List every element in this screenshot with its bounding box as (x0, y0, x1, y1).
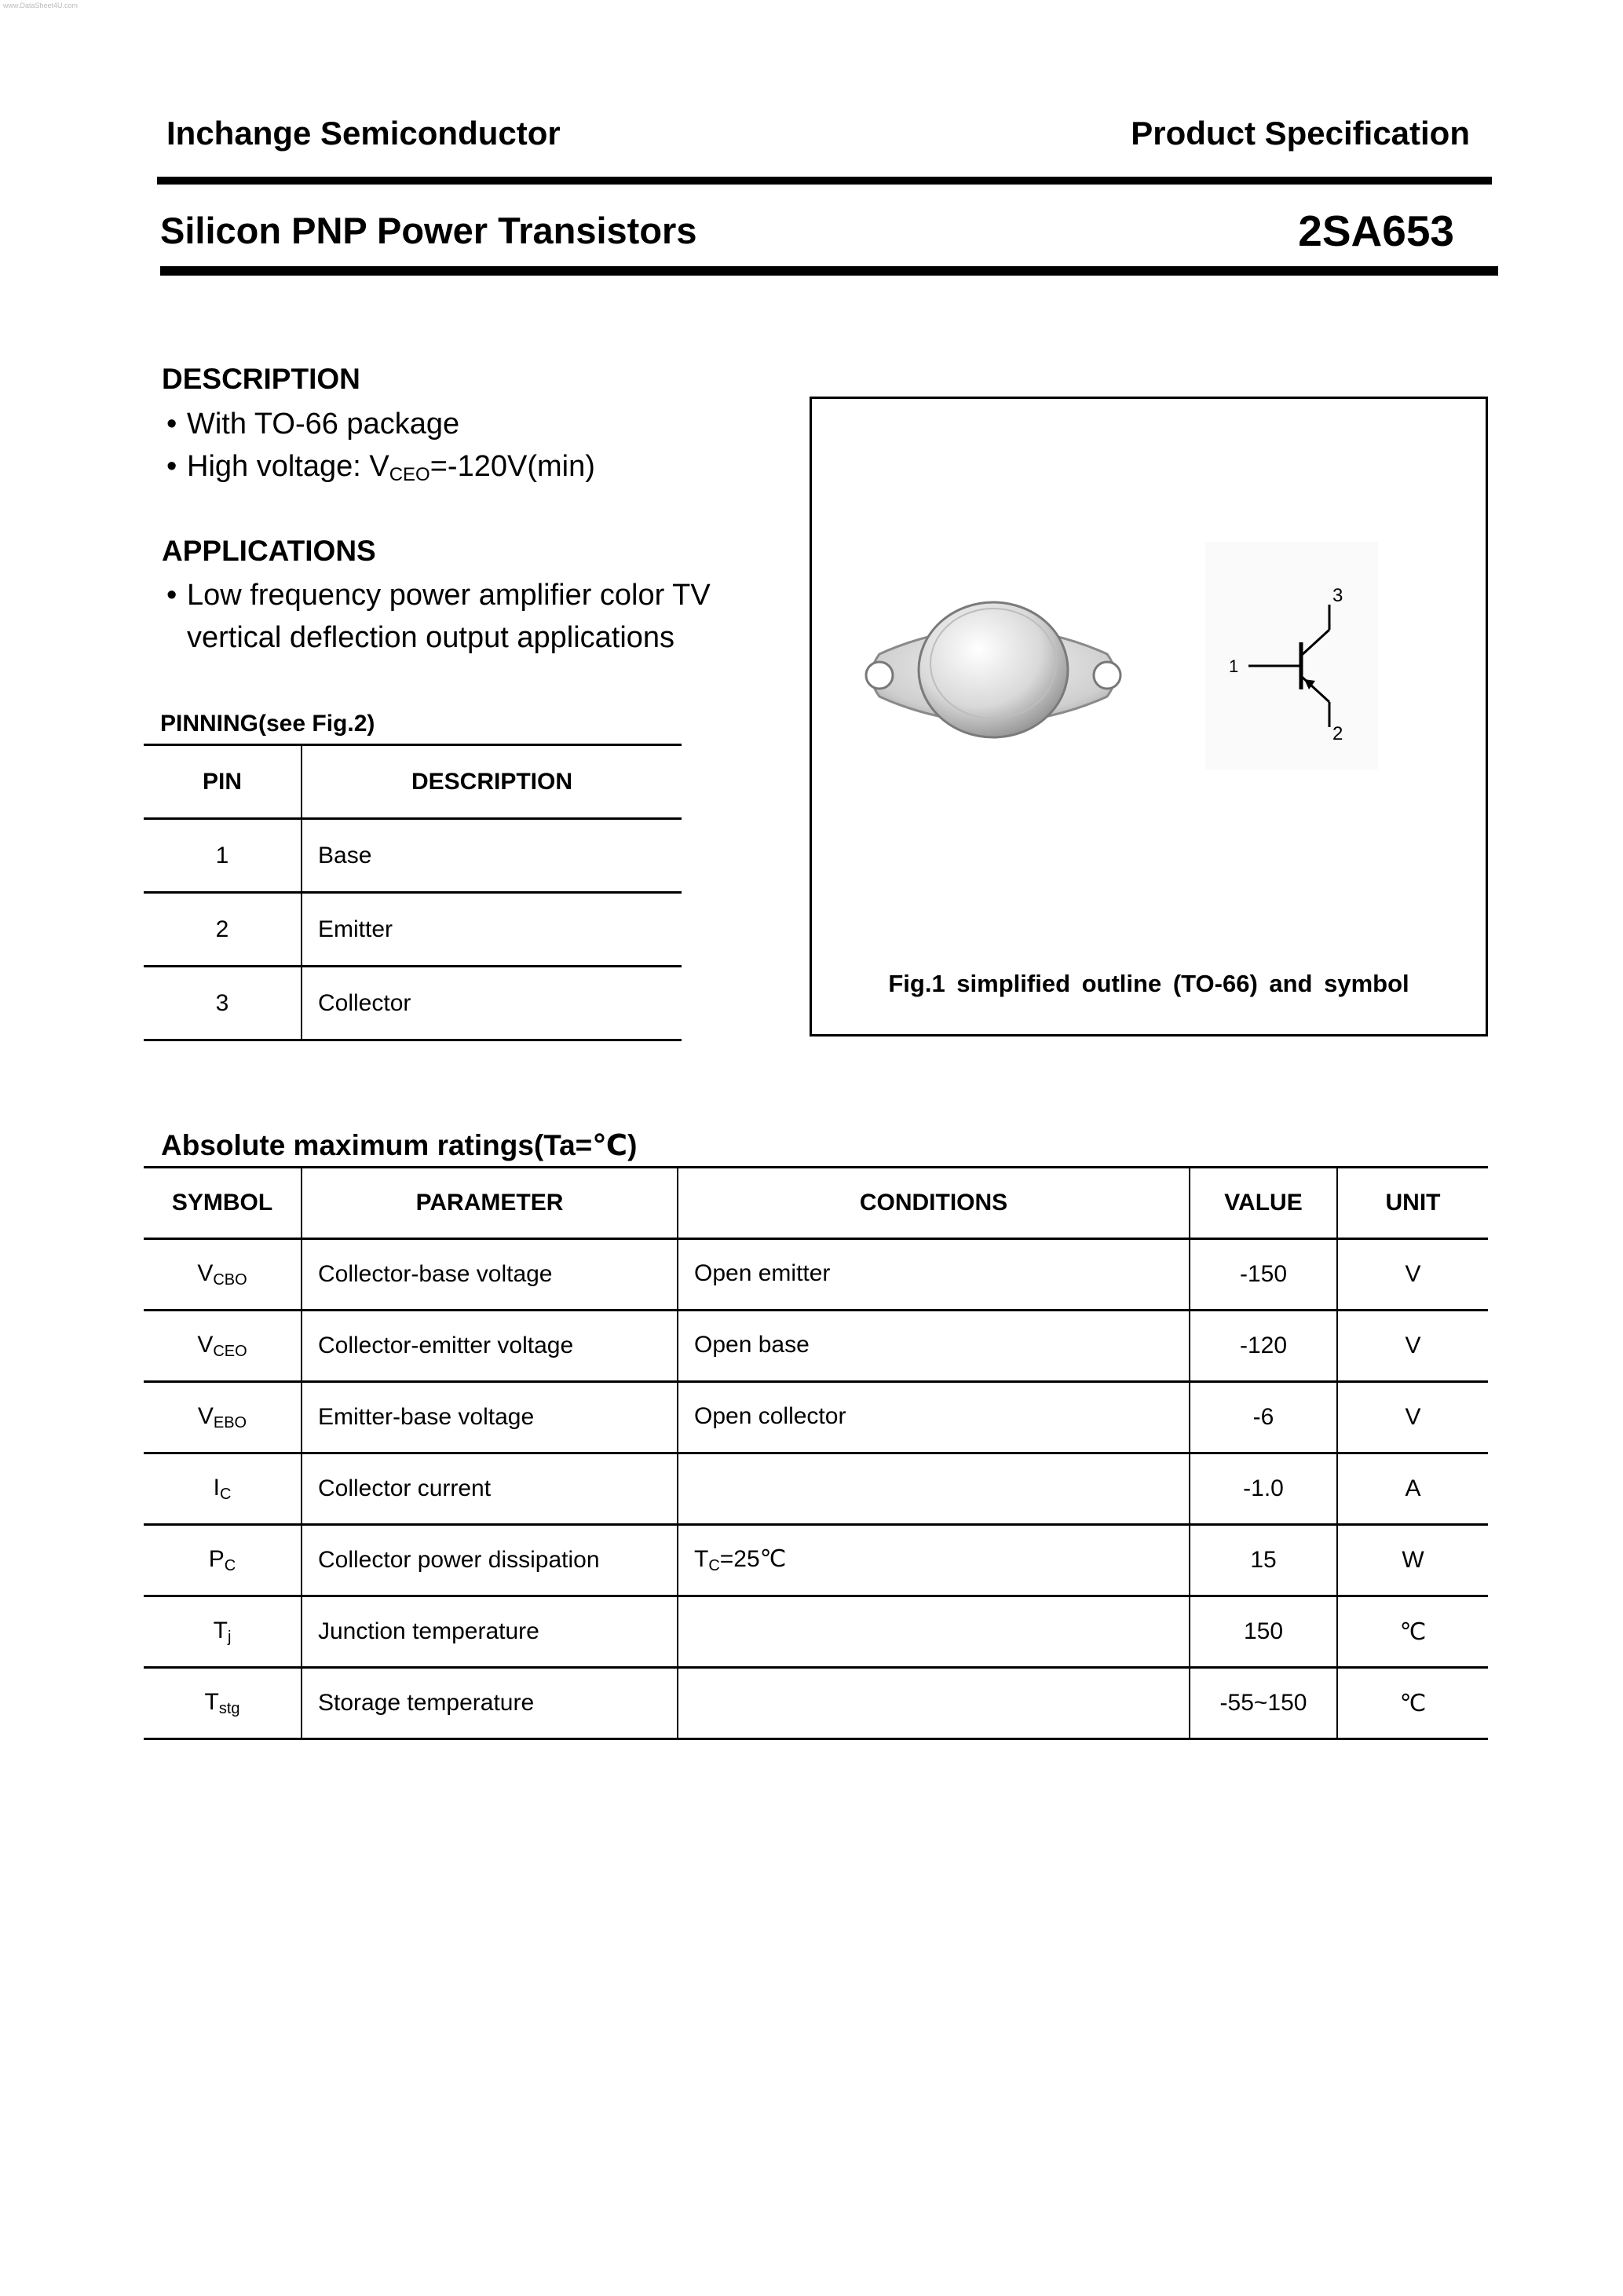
pin-label: 2 (1332, 723, 1343, 744)
part-number: 2SA653 (1298, 207, 1454, 255)
parameter-cell: Collector current (302, 1453, 678, 1525)
parameter-cell: Collector-emitter voltage (302, 1311, 678, 1382)
column-header-pin: PIN (144, 745, 302, 819)
pnp-transistor-symbol (1205, 542, 1378, 770)
value-cell: 150 (1190, 1596, 1337, 1668)
pin-description: Emitter (302, 893, 682, 967)
symbol-cell: $P_C$ (144, 1525, 302, 1596)
pinning-heading: PINNING(see Fig.2) (160, 711, 375, 737)
applications-heading: APPLICATIONS (162, 535, 376, 567)
symbol-cell: $V_{EBO}$ (144, 1382, 302, 1453)
table-row (144, 1453, 1488, 1525)
conditions-cell (678, 1453, 1190, 1525)
column-header-conditions: CONDITIONS (678, 1168, 1190, 1239)
value-cell: -1.0 (1190, 1453, 1337, 1525)
pinning-table (144, 744, 682, 1041)
title-rule (160, 266, 1498, 276)
parameter-cell: Junction temperature (302, 1596, 678, 1668)
conditions-cell (678, 1596, 1190, 1668)
product-title: Silicon PNP Power Transistors (160, 210, 697, 251)
conditions-cell: Open emitter (678, 1239, 1190, 1311)
table-row (144, 1596, 1488, 1668)
to66-package-image (848, 585, 1139, 766)
pin-label: 3 (1332, 585, 1343, 606)
unit-cell: A (1337, 1453, 1488, 1525)
table-row (144, 1525, 1488, 1596)
value-cell: -55~150 (1190, 1668, 1337, 1739)
value-cell: -150 (1190, 1239, 1337, 1311)
column-header-symbol: SYMBOL (144, 1168, 302, 1239)
figure-caption: Fig.1 simplified outline (TO-66) and symbol (888, 970, 1409, 997)
table-row (144, 1239, 1488, 1311)
column-header-description: DESCRIPTION (302, 745, 682, 819)
symbol-cell: $T_{stg}$ (144, 1668, 302, 1739)
bullet-icon: • (166, 579, 177, 612)
document-type: Product Specification (1131, 115, 1470, 152)
pin-number: 2 (144, 893, 302, 967)
table-row (144, 893, 682, 967)
conditions-cell: Open collector (678, 1382, 1190, 1453)
company-name: Inchange Semiconductor (166, 115, 561, 152)
column-header-value: VALUE (1190, 1168, 1337, 1239)
pin-number: 3 (144, 967, 302, 1040)
pin-label: 1 (1229, 656, 1239, 676)
value-cell: 15 (1190, 1525, 1337, 1596)
table-row (144, 1668, 1488, 1739)
symbol-cell: $V_{CEO}$ (144, 1311, 302, 1382)
unit-cell: V (1337, 1311, 1488, 1382)
ratings-table (144, 1166, 1488, 1740)
value-cell: -120 (1190, 1311, 1337, 1382)
description-bullet-1: • With TO-66 package (166, 403, 459, 445)
table-row (144, 1311, 1488, 1382)
unit-cell: W (1337, 1525, 1488, 1596)
unit-cell: ℃ (1337, 1668, 1488, 1739)
parameter-cell: Storage temperature (302, 1668, 678, 1739)
column-header-unit: UNIT (1337, 1168, 1488, 1239)
conditions-cell: $T_C=25℃$ (678, 1525, 1190, 1596)
symbol-cell: $I_C$ (144, 1453, 302, 1525)
unit-cell: ℃ (1337, 1596, 1488, 1668)
bullet-icon: • (166, 450, 177, 483)
table-row (144, 1382, 1488, 1453)
pin-description: Collector (302, 967, 682, 1040)
conditions-cell: Open base (678, 1311, 1190, 1382)
column-header-parameter: PARAMETER (302, 1168, 678, 1239)
table-row (144, 819, 682, 893)
applications-bullet: • Low frequency power amplifier color TV vertical deflection output applications (166, 574, 711, 659)
bullet-icon: • (166, 408, 177, 441)
table-header-row (144, 745, 682, 819)
value-cell: -6 (1190, 1382, 1337, 1453)
watermark: www.DataSheet4U.com (3, 2, 79, 9)
header-rule (157, 177, 1492, 185)
parameter-cell: Collector power dissipation (302, 1525, 678, 1596)
unit-cell: V (1337, 1382, 1488, 1453)
symbol-cell: $V_{CBO}$ (144, 1239, 302, 1311)
symbol-cell: $T_j$ (144, 1596, 302, 1668)
table-row (144, 967, 682, 1040)
pin-description: Base (302, 819, 682, 893)
table-header-row (144, 1168, 1488, 1239)
ratings-heading: Absolute maximum ratings(Ta=℃) (161, 1129, 638, 1161)
unit-cell: V (1337, 1239, 1488, 1311)
conditions-cell (678, 1668, 1190, 1739)
pin-number: 1 (144, 819, 302, 893)
parameter-cell: Collector-base voltage (302, 1239, 678, 1311)
description-heading: DESCRIPTION (162, 363, 360, 395)
description-bullet-2: • High voltage: $V_{CEO}=-120V(\min)$ (166, 445, 595, 496)
parameter-cell: Emitter-base voltage (302, 1382, 678, 1453)
